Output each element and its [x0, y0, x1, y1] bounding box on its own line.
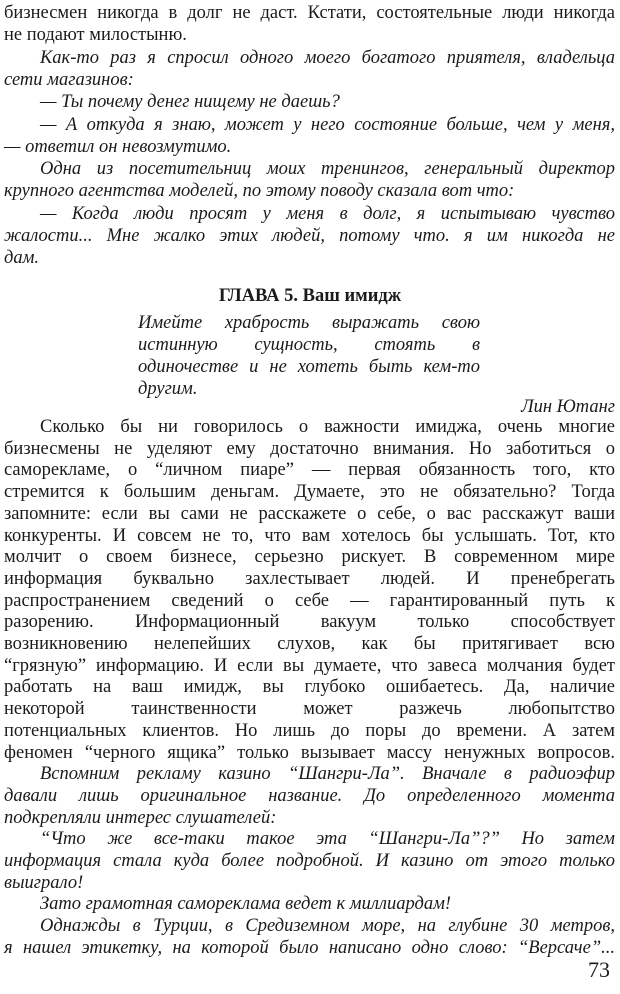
text-line: Зато грамотная самореклама ведет к миллиардам! [40, 894, 452, 915]
text-line: информация стала куда более подробной. И казино от этого только [4, 851, 615, 871]
epigraph-line: истинную сущность, стоять в [138, 335, 480, 355]
text-line: разорению. Информационный вакуум только способствует [4, 612, 615, 633]
text-line: потенциальных клиентов. Но лишь до поры до времени. А затем [4, 720, 615, 741]
text-line: Как-то раз я спросил одного моего богатого приятеля, владельца [40, 47, 615, 68]
epigraph-author: Лин Ютанг [521, 397, 615, 417]
text-line: стремится к большим деньгам. Думаете, это не обязательно? Тогда [4, 482, 615, 503]
text-line: жалости... Мне жалко этих людей, потому что. я им никогда не [4, 226, 615, 246]
text-line: запомните: если вы сами не расскажете о себе, о вас расскажут ваши [4, 503, 615, 524]
text-line: Однажды в Турции, в Средиземном море, на глубине 30 метров, [40, 916, 615, 937]
text-line: некоторой таинственности может разжечь любопытство [4, 699, 615, 720]
page-number: 73 [588, 957, 610, 982]
text-line: — А откуда я знаю, может у него состояние больше, чем у меня, [40, 114, 615, 135]
text-line: крупного агентства моделей, по этому поводу сказала вот что: [4, 181, 515, 202]
text-line: сети магазинов: [4, 69, 134, 90]
text-line: распространением сведений о себе — гарантированный путь к [4, 590, 615, 611]
text-line: Сколько бы ни говорилось о важности имиджа, очень многие [40, 417, 615, 437]
text-line: дам. [4, 248, 40, 269]
text-line: выиграло! [4, 872, 84, 893]
text-line: возникновению нелепейших слухов, как бы притягивает всю [4, 634, 615, 654]
text-line: я нашел этикетку, на которой было написано одно слово: “Версаче”... [4, 937, 615, 958]
text-line: Вспомним рекламу казино “Шангри-Ла”. Вначале в радиоэфир [40, 764, 615, 785]
text-line: — Ты почему денег нищему не даешь? [40, 92, 340, 113]
text-line: саморекламе, о “личном пиаре” — первая обязанность того, кто [4, 460, 615, 481]
text-line: “Что же все-таки такое эта “Шангри-Ла”?” Но затем [40, 829, 615, 850]
text-line: Одна из посетительниц моих тренингов, генеральный директор [40, 159, 615, 180]
epigraph-line: другим. [138, 379, 198, 399]
text-line: не подают милостыню. [4, 25, 187, 46]
chapter-title: ГЛАВА 5. Ваш имидж [218, 286, 402, 306]
text-line: бизнесмены не уделяют ему достаточно внимания. Но заботиться о [4, 438, 615, 459]
text-line: — Когда люди просят у меня в долг, я испытываю чувство [40, 203, 615, 224]
text-line: конкуренты. И совсем не то, что вам хотелось бы услышать. Тот, кто [4, 525, 615, 546]
epigraph-line: одиночестве и не хотеть быть кем-то [138, 357, 480, 377]
text-line: — ответил он невозмутимо. [4, 136, 232, 157]
text-line: молчит о своем бизнесе, серьезно рискует. В современном мире [4, 547, 615, 568]
epigraph-line: Имейте храбрость выражать свою [138, 313, 480, 333]
text-line: давали лишь оригинальное название. До определенного момента [4, 785, 615, 806]
text-line: “грязную” информацию. И если вы думаете, что завеса молчания будет [4, 655, 615, 676]
text-line: подкрепляли интерес слушателей: [4, 807, 277, 828]
text-line: феномен “черного ящика” только вызывает массу ненужных вопросов. [4, 742, 615, 763]
text-line: информация буквально захлестывает людей. И пренебрегать [4, 568, 615, 589]
text-line: бизнесмен никогда в долг не даст. Кстати, состоятельные люди никогда [4, 3, 615, 23]
text-line: работать на ваш имидж, вы глубоко ошибаетесь. Да, наличие [4, 677, 615, 698]
